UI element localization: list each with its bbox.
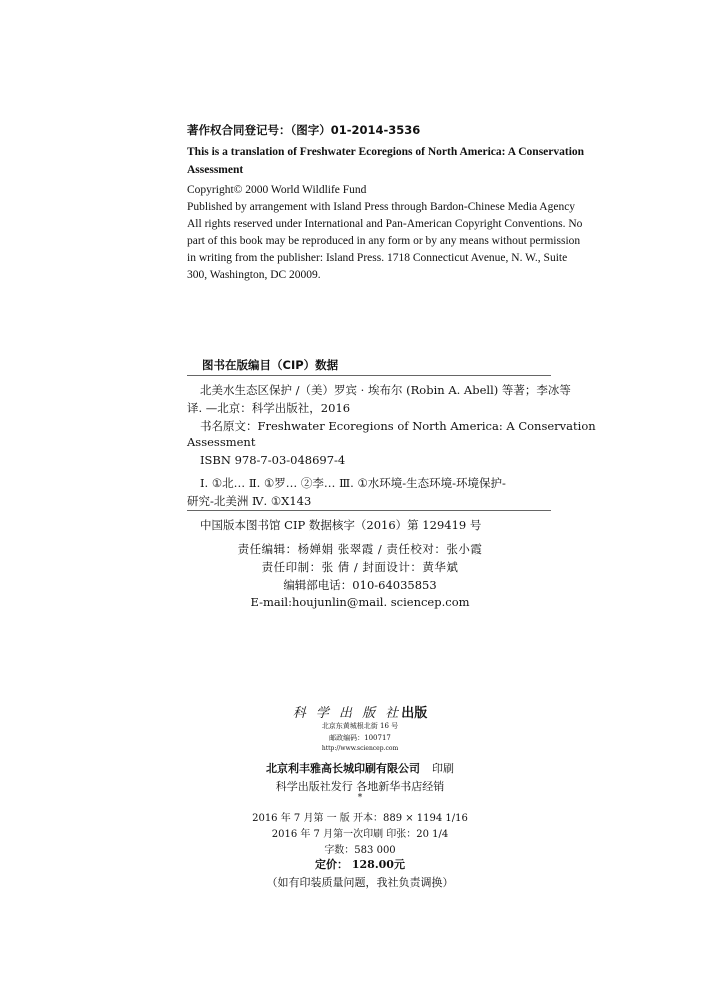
printing-line: 2016 年 7 月第一次印刷 印张：20 1/4 [271, 829, 449, 840]
rights-line: in writing from the publisher: Island Press. 1718 Connecticut Avenue, N. W., Suite [187, 252, 568, 264]
editors-line: 责任编辑：杨婵娟 张翠霞 / 责任校对：张小霞 [237, 542, 483, 556]
copyright-notice: Copyright© 2000 World Wildlife Fund [187, 184, 367, 196]
publisher-name: 科 学 出 版 社 [292, 706, 402, 721]
editorial-email: E-mail:houjunlin@mail. sciencep.com [250, 595, 470, 609]
distribution-line: 科学出版社发行 各地新华书店经销 [275, 780, 445, 793]
copyright-registration: 著作权合同登记号：（图字）01-2014-3536 [187, 123, 421, 137]
cip-line: Assessment [187, 435, 256, 449]
edition-line: 2016 年 7 月第 一 版 开本：889 × 1194 1/16 [252, 813, 468, 824]
editorial-phone: 编辑部电话：010-64035853 [283, 578, 437, 592]
rights-line: part of this book may be reproduced in any form or by any means without permission [187, 235, 581, 247]
cip-line: 书名原文：Freshwater Ecoregions of North America: A Conservation [200, 419, 596, 433]
rights-line: All rights reserved under International and Pan-American Copyright Conventions. No [187, 218, 583, 230]
cip-isbn: ISBN 978-7-03-048697-4 [200, 453, 346, 467]
price: 定价： 128.00元 [315, 858, 405, 871]
rights-line: 300, Washington, DC 20009. [187, 269, 321, 281]
translation-line: Assessment [187, 164, 244, 176]
cip-top-rule [187, 375, 551, 376]
cip-line: 北美水生态区保护 /（美）罗宾 · 埃布尔 (Robin A. Abell) 等著；李冰等 [200, 383, 571, 397]
printer-name: 北京利丰雅高长城印刷有限公司 [266, 762, 420, 775]
quality-note: （如有印装质量问题，我社负责调换） [266, 876, 454, 889]
cip-classification: Ⅰ. ①北… Ⅱ. ①罗… ②李… Ⅲ. ①水环境-生态环境-环境保护- [200, 476, 506, 490]
cip-classification: 研究-北美洲 Ⅳ. ①X143 [187, 494, 312, 508]
printer-suffix: 印刷 [432, 762, 454, 775]
translation-line: This is a translation of Freshwater Ecoregions of North America: A Conservation [187, 146, 585, 158]
publisher-address: 北京东黄城根北街 16 号 [321, 722, 399, 730]
rights-line: Published by arrangement with Island Press through Bardon-Chinese Media Agency [187, 201, 576, 213]
separator-asterisk: * [357, 793, 363, 803]
cip-heading: 图书在版编目（CIP）数据 [202, 358, 339, 372]
publisher-website: http://www.sciencep.com [321, 745, 399, 752]
printer-line [0, 760, 720, 776]
editors-line: 责任印制：张 倩 / 封面设计：黄华斌 [261, 560, 459, 574]
publisher-suffix: 出版 [401, 706, 428, 721]
cip-record-number: 中国版本图书馆 CIP 数据核字（2016）第 129419 号 [200, 518, 482, 532]
publisher-name-line [0, 702, 720, 721]
cip-bottom-rule [187, 510, 551, 511]
word-count: 字数：583 000 [324, 845, 396, 856]
cip-line: 译. —北京：科学出版社，2016 [187, 401, 351, 415]
publisher-postcode: 邮政编码：100717 [329, 734, 391, 742]
